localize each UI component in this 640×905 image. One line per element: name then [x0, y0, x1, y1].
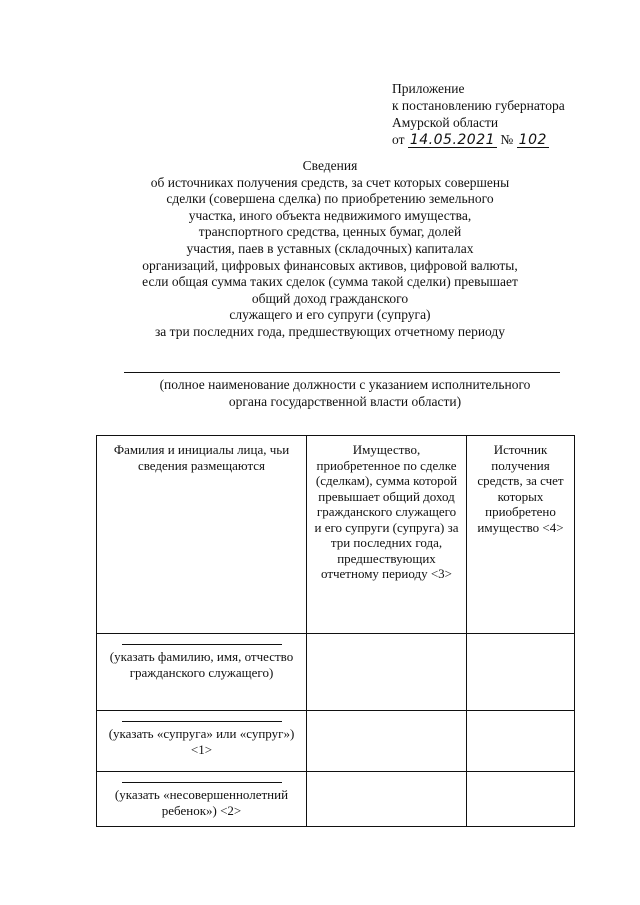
date-prefix: от [392, 132, 405, 147]
document-title [120, 158, 540, 341]
appendix-line-3: Амурской области [392, 115, 499, 130]
table-row [97, 772, 575, 827]
title-line: об источниках получения средств, за счет которых совершены [150, 174, 510, 190]
header-source: Источник получения средств, за счет которых приобретено имущество <4> [467, 436, 575, 634]
title-line: сделки (совершена сделка) по приобретению земельного [166, 191, 494, 207]
title-line: организаций, цифровых финансовых активов, цифровой валюты, [142, 257, 518, 273]
appendix-date-line [392, 131, 565, 148]
source-cell [467, 711, 575, 772]
property-cell [307, 772, 467, 827]
title-line: общий доход гражданского [251, 290, 409, 306]
fill-line [122, 721, 282, 722]
table-header-row [97, 436, 575, 634]
position-caption-line-2: органа государственной власти области) [228, 393, 462, 409]
fill-line [122, 644, 282, 645]
title-line: если общая сумма таких сделок (сумма такой сделки) превышает [142, 274, 518, 290]
title-line: транспортного средства, ценных бумаг, долей [198, 224, 462, 240]
title-line: участия, паев в уставных (складочных) капиталах [186, 240, 474, 256]
row-label: (указать «супруга» или «супруг») <1> [108, 726, 295, 757]
person-cell [97, 772, 307, 827]
person-cell [97, 711, 307, 772]
title-heading: Сведения [302, 158, 358, 173]
position-caption-line-1: (полное наименование должности с указанием исполнительного [159, 377, 531, 392]
row-label: (указать «несовершеннолетний ребенок») <2> [114, 787, 289, 818]
row-label: (указать фамилию, имя, отчество гражданского служащего) [109, 649, 294, 680]
source-cell [467, 634, 575, 711]
property-cell [307, 711, 467, 772]
person-cell [97, 634, 307, 711]
source-cell [467, 772, 575, 827]
appendix-line-2: к постановлению губернатора [392, 98, 565, 113]
header-property: Имущество, приобретенное по сделке (сделкам), сумма которой превышает общий доход гражданского служащего и его супруги (супруга) за три последних года, предшествующих отчетному периоду <3> [307, 436, 467, 634]
appendix-line-1: Приложение [392, 81, 465, 96]
handwritten-number: 102 [518, 132, 547, 148]
appendix-block [392, 80, 565, 148]
header-person: Фамилия и инициалы лица, чьи сведения размещаются [97, 436, 307, 634]
table-row [97, 711, 575, 772]
title-line: за три последних года, предшествующих отчетному периоду [154, 323, 506, 339]
table-row [97, 634, 575, 711]
title-line: служащего и его супруги (супруга) [229, 307, 431, 323]
handwritten-date: 14.05.2021 [409, 132, 496, 148]
position-caption [110, 377, 580, 410]
sources-table [96, 435, 575, 827]
position-fill-line [124, 372, 560, 373]
number-sign: № [500, 132, 514, 147]
title-line: участка, иного объекта недвижимого имущества, [188, 207, 472, 223]
property-cell [307, 634, 467, 711]
fill-line [122, 782, 282, 783]
